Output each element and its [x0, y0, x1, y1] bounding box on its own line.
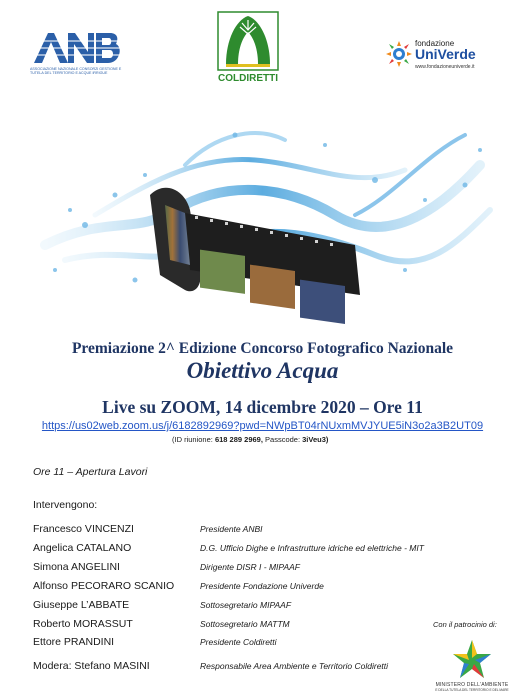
moderator-name: Modera: Stefano MASINI — [33, 660, 150, 672]
univerde-line2: UniVerde — [415, 46, 476, 62]
event-subtitle: Obiettivo Acqua — [186, 358, 339, 383]
hero-water-film-image — [25, 95, 500, 330]
ministry-name: MINISTERO DELL'AMBIENTE — [435, 682, 509, 688]
univerde-logo — [385, 38, 495, 74]
speaker-role: Presidente ANBI — [200, 524, 263, 534]
speaker-role: Sottosegretario MATTM — [200, 619, 290, 629]
anbi-logo — [30, 30, 122, 78]
speaker-row — [33, 599, 503, 617]
speaker-name: Simona ANGELINI — [33, 561, 120, 573]
speakers-heading: Intervengono: — [33, 499, 98, 511]
speaker-role: Sottosegretario MIPAAF — [200, 600, 292, 610]
ministry-star-icon — [432, 638, 512, 682]
speaker-row — [33, 580, 503, 598]
zoom-link[interactable]: https://us02web.zoom.us/j/6182892969?pwd=NWpBT04rNUxmMVJYUE5iN3o2a3B2UT09 — [41, 420, 484, 432]
speaker-name: Francesco VINCENZI — [33, 523, 134, 535]
opening-line: Ore 11 – Apertura Lavori — [33, 466, 148, 478]
anbi-tagline: ASSOCIAZIONE NAZIONALE CONSORZI GESTIONE E TUTELA DEL TERRITORIO E ACQUE IRRIGUE — [30, 67, 122, 76]
patronage-label: Con il patrocinio di: — [433, 620, 497, 629]
speaker-row — [33, 542, 503, 560]
univerde-line1: fondazione — [415, 39, 455, 48]
water-splash-graphic — [25, 95, 500, 330]
ministry-subtitle: E DELLA TUTELA DEL TERRITORIO E DEL MARE — [435, 688, 509, 692]
speaker-name: Alfonso PECORARO SCANIO — [33, 580, 175, 592]
meeting-id-value: 618 289 2969, — [214, 435, 263, 444]
speaker-role: Dirigente DISR I - MIPAAF — [200, 562, 300, 572]
univerde-url: www.fondazioneuniverde.it — [415, 64, 475, 70]
speaker-role: Presidente Coldiretti — [200, 637, 277, 647]
speaker-name: Roberto MORASSUT — [33, 618, 133, 630]
speaker-row — [33, 561, 503, 579]
event-date-line: Live su ZOOM, 14 dicembre 2020 – Ore 11 — [102, 397, 423, 417]
coldiretti-logo — [212, 10, 284, 88]
coldiretti-emblem — [212, 10, 284, 72]
event-title: Premiazione 2^ Edizione Concorso Fotografico Nazionale — [71, 340, 454, 357]
speaker-name: Ettore PRANDINI — [33, 636, 115, 648]
speaker-name: Angelica CATALANO — [33, 542, 132, 554]
speaker-role: Presidente Fondazione Univerde — [200, 581, 324, 591]
speaker-role: D.G. Ufficio Dighe e Infrastrutture idriche ed elettriche - MIT — [200, 543, 424, 553]
passcode-label: Passcode: — [265, 435, 301, 444]
meeting-id-label: (ID riunione: — [172, 435, 213, 444]
speaker-row — [33, 523, 503, 541]
meeting-info — [172, 435, 502, 444]
moderator-role: Responsabile Area Ambiente e Territorio Coldiretti — [200, 661, 389, 671]
univerde-sun-icon — [385, 40, 413, 68]
coldiretti-wordmark: COLDIRETTI — [218, 73, 278, 84]
speaker-name: Giuseppe L’ABBATE — [33, 599, 130, 611]
ministry-logo — [432, 638, 512, 696]
passcode-value: 3iVeu3) — [302, 435, 329, 444]
anbi-wordmark-graphic — [30, 30, 122, 66]
